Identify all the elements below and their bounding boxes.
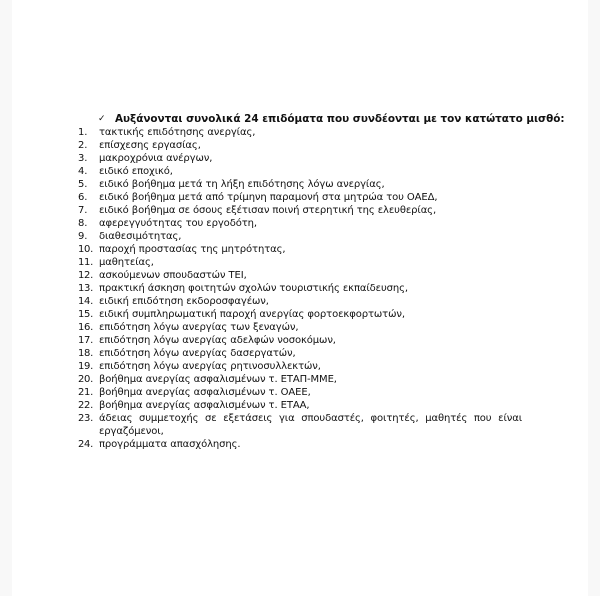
item-number: 21. [78,387,94,398]
item-text: αφερεγγυότητας του εργοδότη, [99,218,257,229]
list-item [78,386,522,399]
item-number: 22. [78,400,94,411]
item-number: 3. [78,153,88,164]
list-item [78,269,522,282]
list-item [78,126,522,139]
item-number: 15. [78,309,94,320]
list-item [78,152,522,165]
item-text: βοήθημα ανεργίας ασφαλισμένων τ. ΕΤΑΠ-ΜΜΕ, [99,374,337,385]
item-text: πρακτική άσκηση φοιτητών σχολών τουριστικής εκπαίδευσης, [99,283,408,294]
list-item [78,360,522,373]
item-text: βοήθημα ανεργίας ασφαλισμένων τ. ΟΑΕΕ, [99,387,311,398]
item-number: 16. [78,322,94,333]
item-number: 20. [78,374,94,385]
item-number: 9. [78,231,88,242]
benefits-list [78,126,522,451]
page-margin-left [0,0,12,596]
list-item [78,412,522,438]
item-number: 19. [78,361,94,372]
item-text: ειδική συμπληρωματική παροχή ανεργίας φορτοεκφορτωτών, [99,309,405,320]
list-item [78,243,522,256]
item-text: τακτικής επιδότησης ανεργίας, [99,127,256,138]
item-number: 23. [78,413,94,424]
item-text: επιδότηση λόγω ανεργίας των ξεναγών, [99,322,299,333]
list-item [78,321,522,334]
item-text: μακροχρόνια ανέργων, [99,153,213,164]
list-item [78,347,522,360]
list-item [78,230,522,243]
item-number: 6. [78,192,88,203]
item-number: 11. [78,257,94,268]
list-item [78,165,522,178]
item-number: 18. [78,348,94,359]
item-text: επίσχεσης εργασίας, [99,140,201,151]
item-number: 4. [78,166,88,177]
item-number: 7. [78,205,88,216]
list-heading [78,113,565,126]
list-item [78,178,522,191]
item-text: ειδικό βοήθημα μετά τη λήξη επιδότησης λόγω ανεργίας, [99,179,385,190]
list-item [78,282,522,295]
item-text: διαθεσιμότητας, [99,231,182,242]
item-number: 10. [78,244,94,255]
list-item [78,295,522,308]
item-text: μαθητείας, [99,257,154,268]
item-number: 1. [78,127,88,138]
document-content [78,113,565,451]
item-text: ειδικό βοήθημα μετά από τρίμηνη παραμονή στα μητρώα του ΟΑΕΔ, [99,192,438,203]
checkmark-icon: ✓ [98,114,106,124]
item-text: ασκούμενων σπουδαστών ΤΕΙ, [99,270,247,281]
item-number: 14. [78,296,94,307]
item-text: ειδική επιδότηση εκδοροσφαγέων, [99,296,269,307]
item-number: 12. [78,270,94,281]
item-text: άδειας συμμετοχής σε εξετάσεις για σπουδαστές, φοιτητές, μαθητές που είναι εργαζόμενοι, [99,413,522,437]
item-number: 8. [78,218,88,229]
item-text: επιδότηση λόγω ανεργίας δασεργατών, [99,348,296,359]
list-item [78,139,522,152]
item-text: βοήθημα ανεργίας ασφαλισμένων τ. ΕΤΑΑ, [99,400,310,411]
list-item [78,308,522,321]
item-number: 24. [78,439,94,450]
list-item [78,373,522,386]
item-number: 2. [78,140,88,151]
list-item [78,334,522,347]
item-text: επιδότηση λόγω ανεργίας αδελφών νοσοκόμων, [99,335,336,346]
list-item [78,191,522,204]
item-text: επιδότηση λόγω ανεργίας ρητινοσυλλεκτών, [99,361,321,372]
page-margin-right [588,0,600,596]
list-item [78,204,522,217]
list-item [78,217,522,230]
item-text: ειδικό βοήθημα σε όσους εξέτισαν ποινή στερητική της ελευθερίας, [99,205,437,216]
list-item [78,399,522,412]
item-number: 13. [78,283,94,294]
list-item [78,256,522,269]
heading-text: Αυξάνονται συνολικά 24 επιδόματα που συνδέονται με τον κατώτατο μισθό: [115,113,565,125]
item-text: παροχή προστασίας της μητρότητας, [99,244,286,255]
item-number: 5. [78,179,88,190]
list-item [78,438,522,451]
item-text: ειδικό εποχικό, [99,166,173,177]
item-text: προγράμματα απασχόλησης. [99,439,241,450]
item-number: 17. [78,335,94,346]
